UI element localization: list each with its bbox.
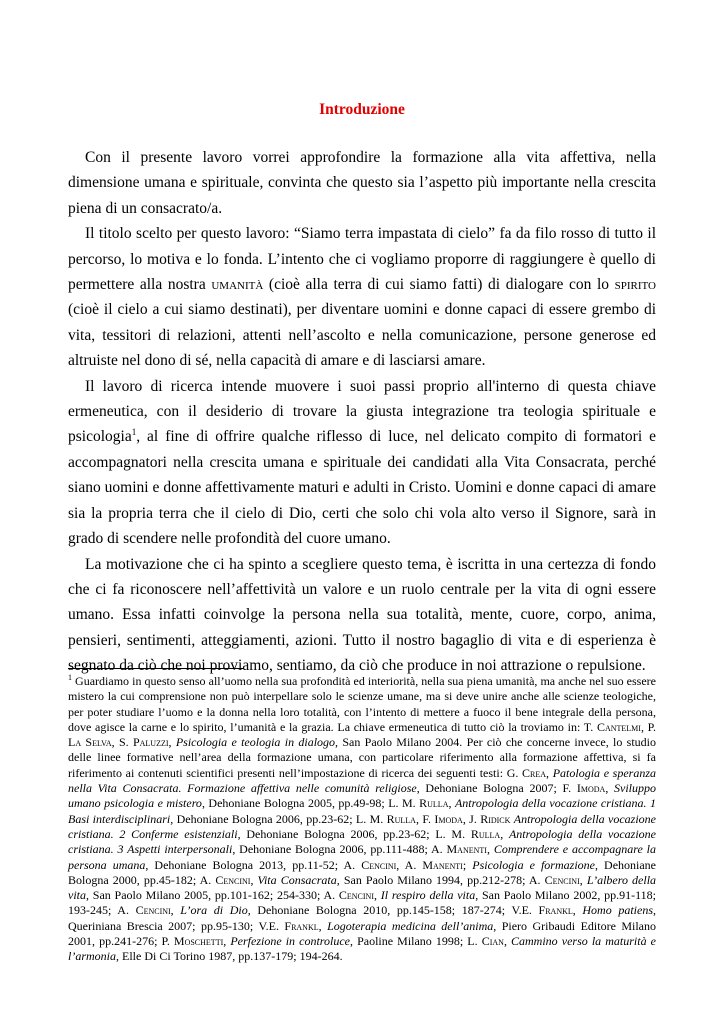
book-title: L’ora di Dio <box>180 903 248 918</box>
footnote-text: , Paoline Milano 1998; L. <box>350 934 482 949</box>
book-title: Psicologia e teologia in dialogo <box>175 735 336 750</box>
paragraph-text: , al fine di offrire qualche riflesso di luce, nel delicato compito di formatori e accompagnatori nella crescita umana e spirituale dei candidati alla Vita Consacrata, perché siano uomini e donne affettivamente maturi e adulti in Cristo. Uomini e donne capaci di amare sia la propria terra che il cielo di Dio, certi che solo chi vola alto verso il Signore, sarà in grado di scendere nelle profondità del cuore umano. <box>68 428 656 548</box>
author-name: Imoda <box>576 781 606 796</box>
book-title: Logoterapia medicina dell’anima <box>327 918 494 933</box>
footnote-text: , <box>500 826 509 841</box>
author-name: Crea <box>522 765 547 780</box>
author-name: Manenti <box>422 857 463 872</box>
footnote-text: , Dehoniane Bologna 2006, pp.23-62; L. M. <box>237 826 471 841</box>
footnote-text: , <box>168 735 176 750</box>
book-title: Homo patiens <box>582 903 653 918</box>
book-title: Antropologia della vocazione cristiana. 2 Conferme esistenziali <box>68 811 656 841</box>
author-name: La Selva <box>68 735 112 750</box>
footnote-text: , <box>170 903 181 918</box>
footnote-text: , Dehoniane Bologna 2005, pp.49-98; L. M. <box>201 796 420 811</box>
author-name: Cian <box>481 934 504 949</box>
footnote-reference[interactable]: 1 <box>131 427 137 438</box>
footnote-text: , San Paolo Milano 2004. Per ciò che concerne invece, lo studio delle linee formative nell’area della formazione umana, con particolare riferimento alla formazione affettiva, si fa riferimento ai contenuti scientifici presenti nell’impostazione di ricerca dei seguenti testi: G. <box>68 735 657 780</box>
book-title: Patologia e speranza nella Vita Consacrata. Formazione affettiva nelle comunità religiose <box>68 765 657 796</box>
footnote-text: , <box>374 888 381 903</box>
footnote-text: , Dehoniane Bologna 2006, pp.23-62; L. M. <box>170 811 387 826</box>
author-name: Cencini <box>361 857 397 872</box>
book-title: Antropologia della vocazione cristiana. 3 Aspetti interpersonali <box>68 826 656 857</box>
body-text <box>68 145 656 679</box>
author-name: Rulla <box>419 796 449 811</box>
book-title: Il respiro della vita <box>380 888 476 903</box>
footnote-text: , Dehoniane Bologna 2013, pp.11-52; A. <box>145 857 362 872</box>
footnote-text: , <box>605 781 614 796</box>
book-title: Perfezione in controluce <box>230 934 350 949</box>
book-title: Psicologia e formazione <box>472 857 595 872</box>
author-name: Rulla <box>386 811 416 826</box>
author-name: Moschetti <box>173 934 224 949</box>
paragraph-text: Il lavoro di ricerca intende muovere i suoi passi proprio all'interno di questa chiave ermeneutica, con il desiderio di trovare la giusta integrazione tra teologia spirituale e psicologia <box>68 377 656 446</box>
footnote-text: , <box>223 934 231 949</box>
footnote-text: , Queriniana Brescia 2007; pp.95-130; V.E. <box>68 903 656 933</box>
author-name: Paluzzi <box>132 735 169 750</box>
footnote-text: , F. <box>415 811 435 826</box>
author-name: Cencini <box>544 872 580 887</box>
footnote-text: , Dehoniane Bologna 2010, pp.145-158; 187-274; V.E. <box>247 903 539 918</box>
book-title: L’albero della vita <box>68 872 657 903</box>
footnote-text: , San Paolo Milano 2005, pp.101-162; 254-330; A. <box>86 888 339 903</box>
book-title: Sviluppo umano psicologia e mistero <box>68 781 656 811</box>
paragraph-3 <box>68 374 656 552</box>
footnote-text: , J. <box>462 811 481 826</box>
footnote <box>68 674 656 965</box>
author-name: Frankl <box>538 903 573 918</box>
footnote-text: , <box>572 903 583 918</box>
footnote-text: , <box>448 796 455 811</box>
page-title: Introduzione <box>319 101 405 118</box>
footnote-text: , P. <box>640 719 656 734</box>
small-caps-term: spirito <box>614 276 656 294</box>
paragraph-text: (cioè il cielo a cui siamo destinati), per diventare uomini e donne capaci di essere grembo di vita, tessitori di relazioni, attenti nell’ascolto e nella comunicazione, persone generose ed altruiste nel dono di sé, nella capacità di amare e di lasciarsi amare. <box>68 301 656 370</box>
footnote-text: , S. <box>111 735 133 750</box>
footnote-text: ; <box>462 857 473 872</box>
footnote-text: , Elle Di Ci Torino 1987, pp.137-179; 194-264. <box>116 949 343 964</box>
book-title: Cammino verso la maturità e l’armonia <box>68 934 656 964</box>
author-name: Cantelmi <box>596 719 641 734</box>
footnote-text: , San Paolo Milano 2002, pp.91-118; 193-245; A. <box>68 888 656 918</box>
author-name: Cencini <box>215 872 251 887</box>
small-caps-term: umanità <box>211 276 264 294</box>
author-name: Cencini <box>135 903 171 918</box>
author-name: Cencini <box>338 888 374 903</box>
book-title: Vita Consacrata <box>257 872 337 887</box>
footnote-text: , <box>318 918 328 933</box>
paragraph-text: Il titolo scelto per questo lavoro: “Siamo terra impastata di cielo” fa da filo rosso di tutto il percorso, lo motiva e lo fonda. L’intento che ci vogliamo proporre di raggiungere è quello di permettere alla nostra <box>68 225 656 294</box>
footnote-text: , <box>546 765 553 780</box>
author-name: Rulla <box>470 826 501 841</box>
paragraph-4: La motivazione che ci ha spinto a scegliere questo tema, è iscritta in una certezza di fondo che ci fa riconoscere nell’affettività un valore e un ruolo centrale per la vita di ogni essere umano. Essa infatti coinvolge la persona nella sua totalità, mente, cuore, corpo, anima, pensieri, sentimenti, atteggiamenti, azioni. Tutto il nostro bagaglio di vita e di esperienza è segnato da ciò che noi proviamo, sentiamo, da ciò che produce in noi attrazione o repulsione. <box>68 555 656 675</box>
footnote-text: , Dehoniane Bologna 2000, pp.45-182; A. <box>68 857 657 887</box>
footnote-text: , <box>486 842 494 857</box>
author-name: Frankl <box>284 918 319 933</box>
footnote-text: , <box>579 872 587 887</box>
footnote-text: , Dehoniane Bologna 2006, pp.111-488; A. <box>232 842 447 857</box>
paragraph-2 <box>68 221 656 373</box>
footnote-text: , Piero Gribaudi Editore Milano 2001, pp.241-276; P. <box>68 918 657 949</box>
footnote-text: , Dehoniane Bologna 2007; F. <box>416 781 577 796</box>
paragraph-1: Con il presente lavoro vorrei approfondire la formazione alla vita affettiva, nella dimensione umana e spirituale, convinta che questo sia l’aspetto più importante nella crescita piena di un consacrato/a. <box>68 149 656 217</box>
book-title: Antropologia della vocazione cristiana. 1 Basi interdisciplinari <box>68 796 657 826</box>
footnote-number: 1 <box>68 673 72 682</box>
footnote-text: , <box>250 872 258 887</box>
footnote-text: , <box>503 934 512 949</box>
author-name: Ridick <box>480 811 511 826</box>
author-name: Imoda <box>434 811 463 826</box>
footnote-text: , A. <box>396 857 423 872</box>
author-name: Manenti <box>446 842 487 857</box>
footnote-text: , San Paolo Milano 1994, pp.212-278; A. <box>336 872 545 887</box>
book-title: Comprendere e accompagnare la persona umana <box>68 842 657 872</box>
footnote-text: Guardiamo in questo senso all’uomo nella sua profondità ed interiorità, nella sua piena umanità, ma anche nel suo essere mistero la cui comprensione non può interpellare solo le scienze umane, ma si deve unire anche alle scienze teologiche, per poter studiare l’uomo e la donna nella loro totalità, con l’intento di mettere a fuoco il bene integrale della persona, dove agisce la carne e lo spirito, l’umanità e la grazia. La chiave ermeneutica di tutto ciò la troviamo in: T. <box>68 674 656 734</box>
paragraph-text: (cioè alla terra di cui siamo fatti) di dialogare con lo <box>263 276 615 294</box>
footnote-separator <box>68 668 244 669</box>
